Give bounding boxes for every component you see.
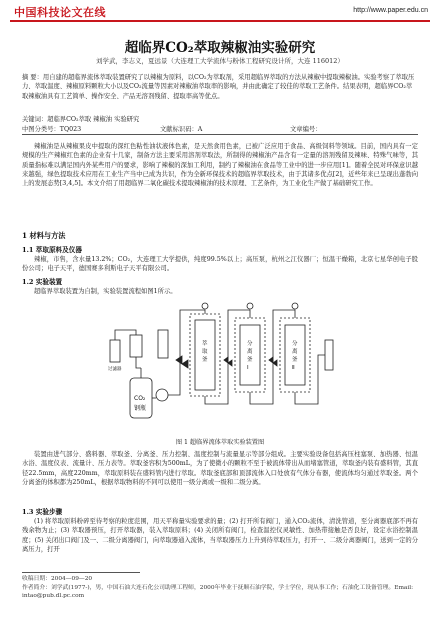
separator-2-shape <box>285 325 305 385</box>
abstract-divider <box>22 134 418 135</box>
co2-label: CO₂ <box>134 395 146 402</box>
paper-authors: 刘学武，李志义，夏远景（大连理工大学流体与粉体工程研究设计所，大连 116012） <box>96 57 344 65</box>
clc-number: 中图分类号：TQ023 <box>22 126 82 133</box>
section-1-1-heading: 1.1 萃取原料及仪器 <box>22 246 82 254</box>
apparatus-paragraph: 超临界萃取装置为自制，实验装置流程如图1所示。 <box>34 288 177 295</box>
author-bio: 作者简介：刘学武(1977-)，男，中国石油大连石化公司助理工程师，2000年毕业于抚顺石油学院，学士学位，现从事工作；石油化工设备管理。Email: intao@pub.dl.pc.com <box>22 585 414 599</box>
filter-shape <box>110 340 120 362</box>
page-header <box>0 0 440 22</box>
site-logo[interactable]: 中国科技论文在线 <box>14 6 106 19</box>
heater-shape <box>158 330 168 358</box>
pump-shape <box>156 389 168 401</box>
figure-caption: 图 1 超临界流体萃取实验装置图 <box>175 439 265 446</box>
separator-1-label: 分离釜 Ⅰ <box>247 341 253 371</box>
extractor-shape <box>195 320 215 390</box>
section-1-3-heading: 1.3 实验步骤 <box>22 508 63 516</box>
filter-label: 过滤器 <box>108 367 122 372</box>
doc-code: 文献标识码：A <box>160 126 203 133</box>
article-number: 文章编号： <box>290 126 322 133</box>
bottle-label: 钢瓶 <box>134 405 147 412</box>
intro-paragraph: 辣椒油是从辣椒果皮中提取的深红色粘性油状液体色素，是天然食用色素，已被广泛应用于食品、高级饲料等领域。目前，国内具有一定规模的生产辣椒红色素的企业有十几家，制备方法主要采用溶剂萃取法，所制得的辣椒油产品含有一定量的溶剂残留及辣味、特殊气味等，其质量指标难以满足国内外某些用户的要求，影响了辣椒的深加工利用，制约了辣椒油在食品等工业中的进一步应用[1]。随着全民对环保意识越来越强，绿色提取技术应用在工业生产当中已成为共识，作为全新环保技术的超临界萃取技术，由于其诸多优点[2]，近些年来已呈现出蓬勃向上的发展态势[3,4,5]。本文介绍了用超临界二氧化碳技术提取辣椒油的技术原理、工艺条件，为工业化生产做了基础研究工作。 <box>22 143 418 188</box>
cooler-shape <box>130 335 142 357</box>
apparatus-description: 装置由进气部分、盛料器、萃取釜、分离釜、压力控制、温度控制与流量显示等部分组成。主要实验设备包括高压柱塞泵、加热器、恒温水浴、温度仪表、流量计、压力表等。萃取釜容积为500mL，为了使微小的颗粒不至于被流体带出从而堵塞管道，萃取釜内装有盛料管，其直径22.5mm，高度220mm，萃取原料装在盛料管内进行萃取。萃取釜底部和顶部流体入口处放有气体分布器，使流体均匀通过萃取釜。两个分离釜的体积都为250mL，根据萃取物料的不同可以使用一级分离或一级和二级分离。 <box>22 451 418 486</box>
paper-title: 超临界CO₂萃取辣椒油实验研究 <box>124 40 316 56</box>
section-1-2-heading: 1.2 实验装置 <box>22 278 63 286</box>
site-url[interactable]: http://www.paper.edu.cn <box>353 7 428 14</box>
footnote-divider <box>22 572 140 573</box>
received-date: 收稿日期：2004—09—20 <box>22 576 93 582</box>
extractor-label: 萃取釜 <box>202 341 208 363</box>
paper-abstract: 摘 要：用自建的超临界流体萃取装置研究了以辣椒为原料，以CO₂为萃取剂，采用超临界萃取的方法从辣椒中提取辣椒油。实验考察了萃取压力、萃取温度、辣椒原料颗粒大小以及CO₂流量等因素对辣椒油萃取率的影响，并由此确定了较佳的萃取工艺条件。结果表明，超临界CO₂萃取辣椒油具有工艺简单、操作安全、产品无溶剂残留、提取率高等优点。 <box>22 74 415 100</box>
apparatus-diagram <box>100 300 350 430</box>
flow-meter-shape <box>325 340 333 370</box>
paper-keywords: 关键词：超临界CO₂萃取 辣椒油 实验研究 <box>22 116 140 123</box>
section-1-heading: 1 材料与方法 <box>22 231 66 240</box>
header-divider <box>10 20 430 22</box>
separator-2-label: 分离釜 Ⅱ <box>292 341 298 371</box>
materials-paragraph: 辣椒，市售，含水量13.2%；CO₂，大连理工大学提供，纯度99.5%以上；高压泵，杭州之江仪器厂；恒温干燥箱，北京七星华创电子股份公司；电子天平，德国赛多利斯电子天平有限公司。 <box>22 256 418 273</box>
procedure-paragraph: (1) 将萃取原料粉碎至待考察的粒度范围，用天平称量实验要求的量；(2) 打开所有阀门，通入CO₂流体，清洗管道，至分离器底部不再有残余物为止；(3) 萃取器预压，打开萃取器，装入萃取原料；(4) 关闭所有阀门，检查温控仪灵敏性、加热带接触是否良好，设定水浴控制温度；(5) 关闭出口阀门及一、二级分离器阀门，向萃取器通入流体，当萃取器压力上升到待萃取压力，打开一、二级分离器阀门，送到一定的分离压力，打开 <box>22 518 418 553</box>
separator-1-shape <box>240 325 260 385</box>
